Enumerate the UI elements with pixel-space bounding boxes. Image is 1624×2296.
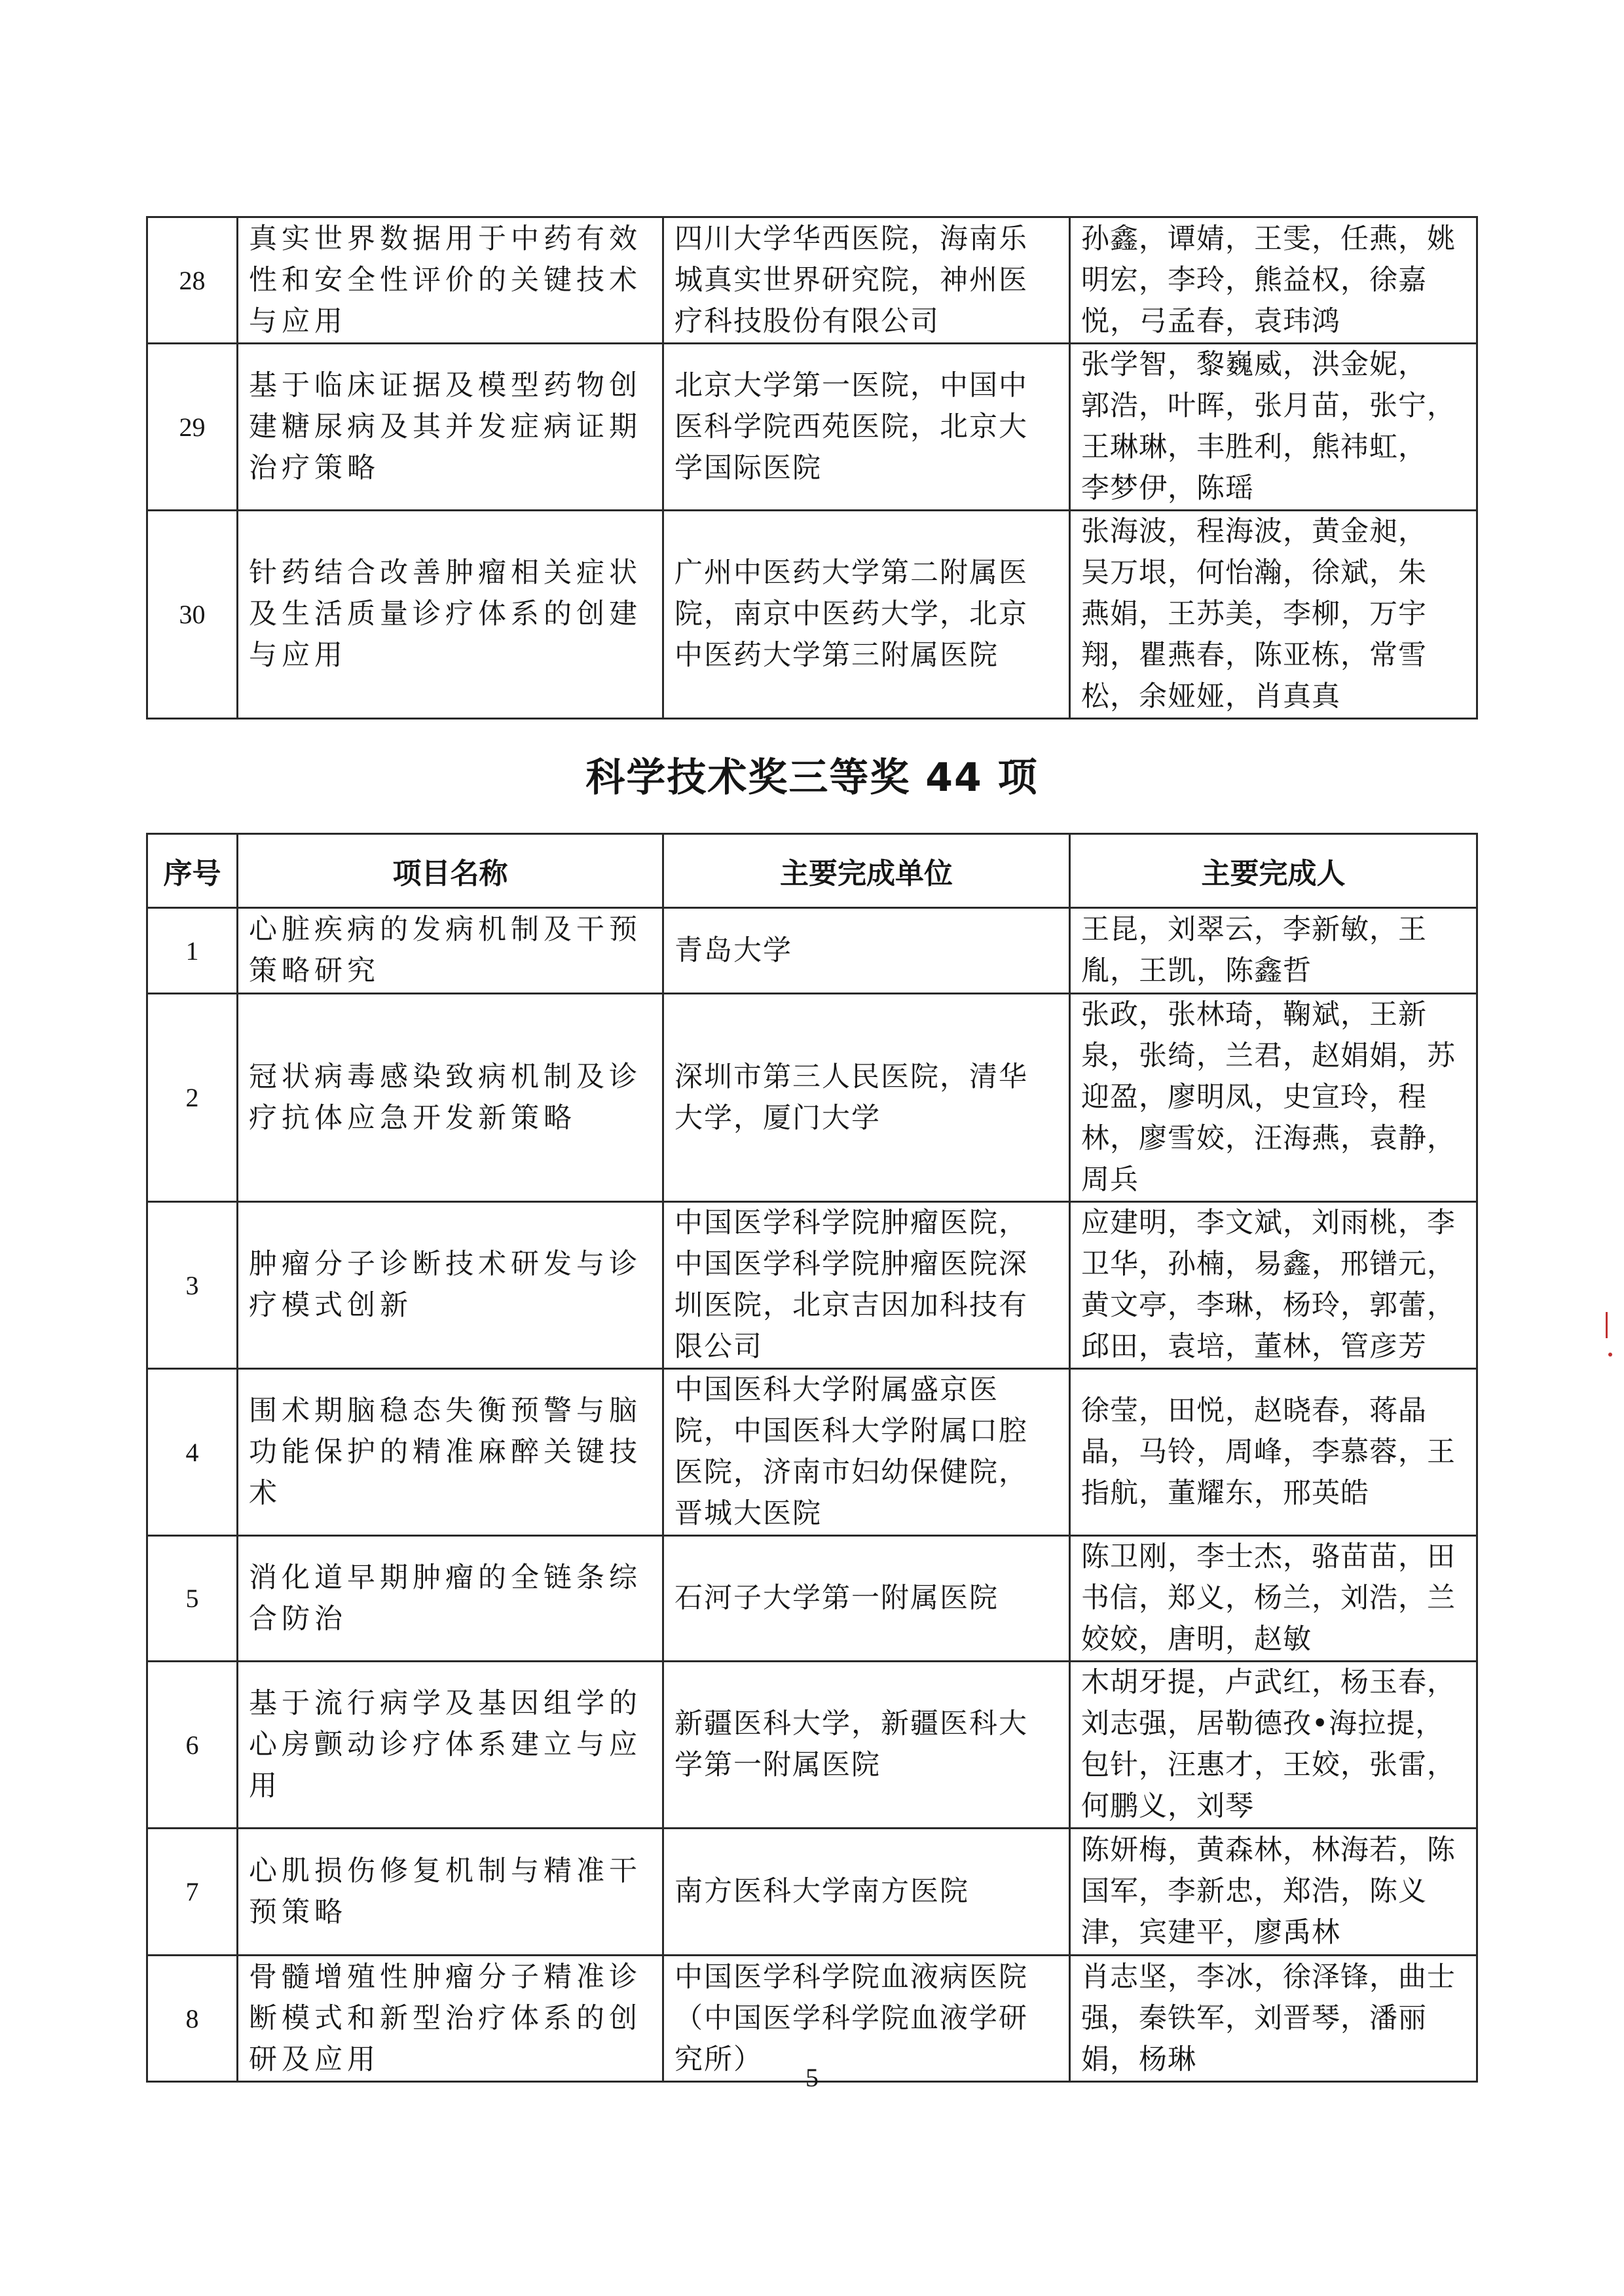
awards-table-second-prize-continued [146, 216, 1478, 720]
project-name: 基于临床证据及模型药物创 建糖尿病及其并发症病证期 治疗策略 [238, 344, 663, 511]
header-project-name: 项目名称 [238, 834, 663, 908]
row-index: 7 [147, 1829, 238, 1956]
project-name: 心肌损伤修复机制与精准干 预策略 [238, 1829, 663, 1956]
row-index: 28 [147, 217, 238, 344]
awards-table-third-prize [146, 833, 1478, 2083]
table-row [147, 1829, 1477, 1956]
row-index: 4 [147, 1369, 238, 1536]
table-row [147, 1662, 1477, 1829]
completion-people: 王昆，刘翠云，李新敏，王 胤，王凯，陈鑫哲 [1070, 908, 1477, 994]
completion-unit: 深圳市第三人民医院，清华 大学，厦门大学 [663, 994, 1070, 1202]
completion-unit: 中国医科大学附属盛京医 院，中国医科大学附属口腔 医院，济南市妇幼保健院， 晋城大医院 [663, 1369, 1070, 1536]
scan-mark [1608, 1353, 1612, 1357]
row-index: 3 [147, 1202, 238, 1369]
table-row [147, 344, 1477, 511]
completion-people: 张海波，程海波，黄金昶， 吴万垠，何怡瀚，徐斌，朱 燕娟，王苏美，李柳，万宇 翔，瞿燕春，陈亚栋，常雪 松，余娅娅，肖真真 [1070, 511, 1477, 719]
completion-people: 木胡牙提，卢武红，杨玉春， 刘志强，居勒德孜•海拉提， 包针，汪惠才，王姣，张雷， 何鹏义，刘琴 [1070, 1662, 1477, 1829]
completion-people: 张政，张林琦，鞠斌，王新 泉，张绮，兰君，赵娟娟，苏 迎盈，廖明凤，史宣玲，程 林，廖雪姣，汪海燕，袁静， 周兵 [1070, 994, 1477, 1202]
table-row [147, 217, 1477, 344]
row-index: 2 [147, 994, 238, 1202]
row-index: 1 [147, 908, 238, 994]
project-name: 骨髓增殖性肿瘤分子精准诊 断模式和新型治疗体系的创 研及应用 [238, 1956, 663, 2082]
table-header [147, 834, 1477, 908]
project-name: 消化道早期肿瘤的全链条综 合防治 [238, 1536, 663, 1662]
header-completion-people: 主要完成人 [1070, 834, 1477, 908]
completion-unit: 中国医学科学院肿瘤医院， 中国医学科学院肿瘤医院深 圳医院，北京吉因加科技有 限公司 [663, 1202, 1070, 1369]
completion-unit: 石河子大学第一附属医院 [663, 1536, 1070, 1662]
completion-people: 孙鑫，谭婧，王雯，任燕，姚 明宏，李玲，熊益权，徐嘉 悦，弓孟春，袁玮鸿 [1070, 217, 1477, 344]
completion-people: 陈妍梅，黄森林，林海若，陈 国军，李新忠，郑浩，陈义 津，宾建平，廖禹林 [1070, 1829, 1477, 1956]
completion-unit: 四川大学华西医院，海南乐 城真实世界研究院，神州医 疗科技股份有限公司 [663, 217, 1070, 344]
table-body [147, 908, 1477, 2082]
completion-unit: 青岛大学 [663, 908, 1070, 994]
table-row [147, 1536, 1477, 1662]
project-name: 心脏疾病的发病机制及干预 策略研究 [238, 908, 663, 994]
completion-people: 徐莹，田悦，赵晓春，蒋晶 晶，马铃，周峰，李慕蓉，王 指航，董耀东，邢英皓 [1070, 1369, 1477, 1536]
completion-unit: 广州中医药大学第二附属医 院，南京中医药大学，北京 中医药大学第三附属医院 [663, 511, 1070, 719]
completion-unit: 北京大学第一医院，中国中 医科学院西苑医院，北京大 学国际医院 [663, 344, 1070, 511]
row-index: 5 [147, 1536, 238, 1662]
completion-unit: 南方医科大学南方医院 [663, 1829, 1070, 1956]
row-index: 29 [147, 344, 238, 511]
table-row [147, 1202, 1477, 1369]
project-name: 肿瘤分子诊断技术研发与诊 疗模式创新 [238, 1202, 663, 1369]
table-row [147, 1369, 1477, 1536]
project-name: 基于流行病学及基因组学的 心房颤动诊疗体系建立与应 用 [238, 1662, 663, 1829]
completion-people: 应建明，李文斌，刘雨桃，李 卫华，孙楠，易鑫，邢镨元， 黄文亭，李琳，杨玲，郭蕾， 邱田，袁培，董林，管彦芳 [1070, 1202, 1477, 1369]
row-index: 6 [147, 1662, 238, 1829]
completion-people: 张学智，黎巍威，洪金妮， 郭浩，叶晖，张月苗，张宁， 王琳琳，丰胜利，熊祎虹， 李梦伊，陈瑶 [1070, 344, 1477, 511]
completion-people: 肖志坚，李冰，徐泽锋，曲士 强，秦铁军，刘晋琴，潘丽 娟，杨琳 [1070, 1956, 1477, 2082]
project-name: 针药结合改善肿瘤相关症状 及生活质量诊疗体系的创建 与应用 [238, 511, 663, 719]
completion-unit: 中国医学科学院血液病医院 （中国医学科学院血液学研 究所） [663, 1956, 1070, 2082]
section-title: 科学技术奖三等奖 44 项 [585, 755, 1039, 801]
project-name: 真实世界数据用于中药有效 性和安全性评价的关键技术 与应用 [238, 217, 663, 344]
header-completion-unit: 主要完成单位 [663, 834, 1070, 908]
table-row [147, 908, 1477, 994]
completion-unit: 新疆医科大学，新疆医科大 学第一附属医院 [663, 1662, 1070, 1829]
completion-people: 陈卫刚，李士杰，骆苗苗，田 书信，郑义，杨兰，刘浩，兰 姣姣，唐明，赵敏 [1070, 1536, 1477, 1662]
scan-mark [1606, 1312, 1608, 1338]
row-index: 30 [147, 511, 238, 719]
project-name: 围术期脑稳态失衡预警与脑 功能保护的精准麻醉关键技 术 [238, 1369, 663, 1536]
page-number: 5 [805, 2063, 819, 2092]
header-index: 序号 [147, 834, 238, 908]
table-row [147, 994, 1477, 1202]
table-body [147, 217, 1477, 719]
row-index: 8 [147, 1956, 238, 2082]
project-name: 冠状病毒感染致病机制及诊 疗抗体应急开发新策略 [238, 994, 663, 1202]
table-row [147, 511, 1477, 719]
header-row [147, 834, 1477, 908]
